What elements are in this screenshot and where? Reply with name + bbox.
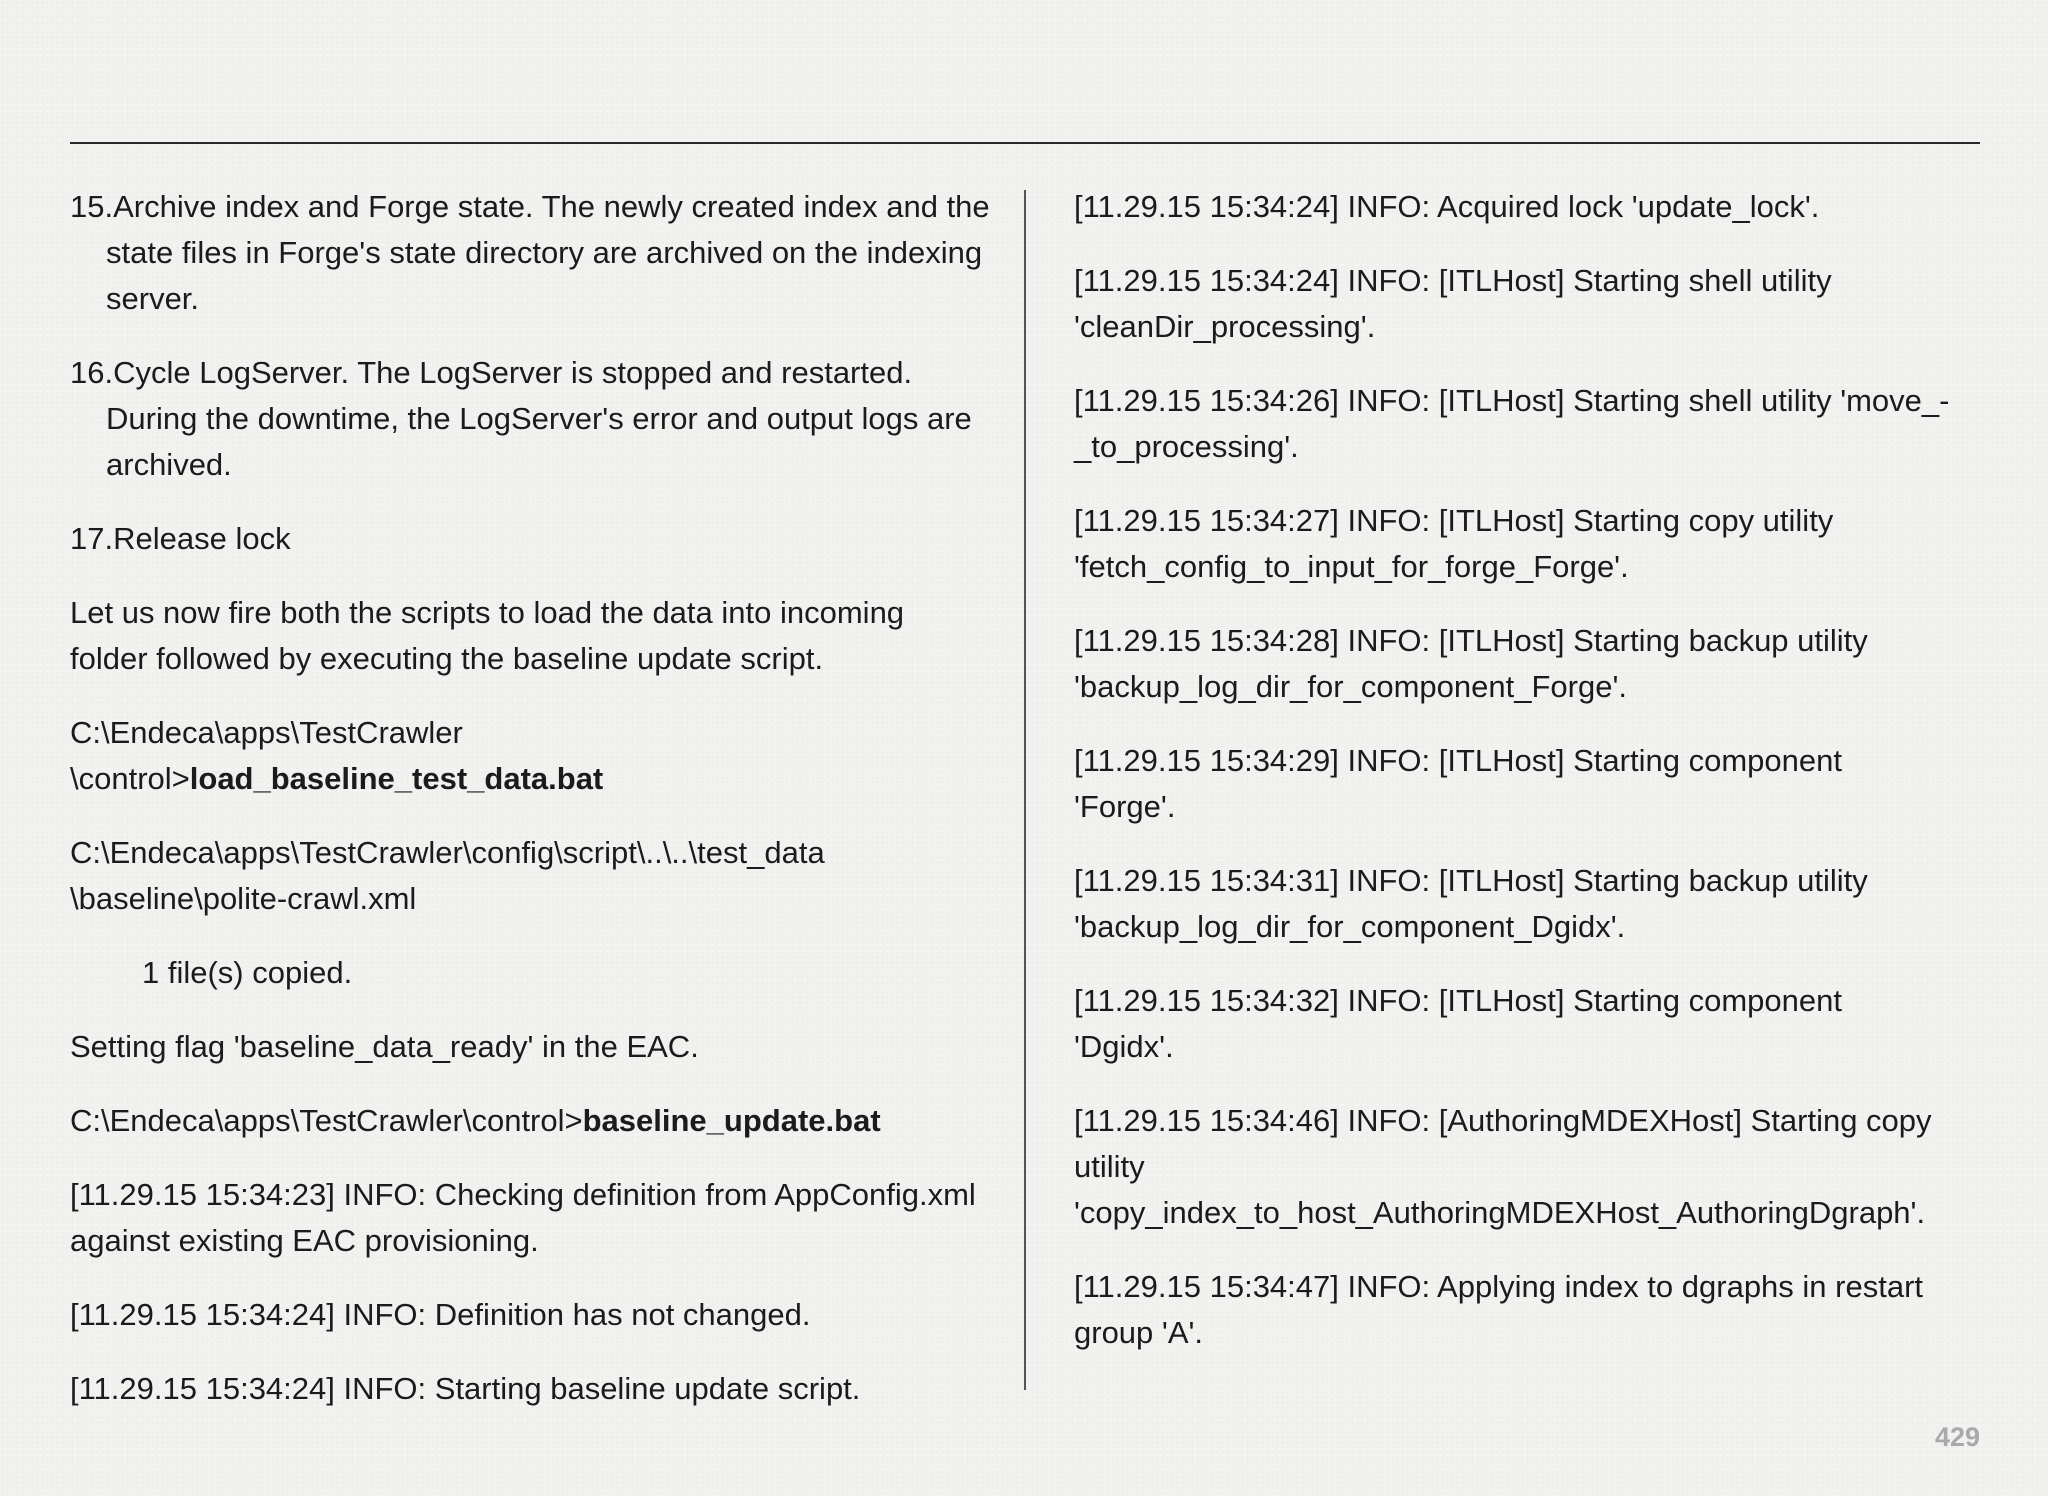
log-line — [1074, 378, 1984, 470]
log-line — [1074, 498, 1984, 590]
log-text: utility — [1074, 1149, 1145, 1184]
log-text: 'copy_index_to_host_AuthoringMDEXHost_AuthoringDgraph'. — [1074, 1195, 1926, 1230]
copy-path-line-1: C:\Endeca\apps\TestCrawler\config\script\..\..\test_data — [70, 835, 825, 870]
log-text: [11.29.15 15:34:26] INFO: [ITLHost] Starting shell utility 'move_- — [1074, 383, 1950, 418]
baseline-command-prompt: C:\Endeca\apps\TestCrawler\control> — [70, 1103, 583, 1138]
log-line — [1074, 858, 1984, 950]
log-line — [1074, 738, 1984, 830]
copy-path-line-2: \baseline\polite-crawl.xml — [70, 881, 417, 916]
log-line — [1074, 618, 1984, 710]
log-text: 'backup_log_dir_for_component_Forge'. — [1074, 669, 1627, 704]
log-line — [1074, 978, 1984, 1070]
load-command-name: load_baseline_test_data.bat — [189, 761, 604, 796]
load-command-prompt-2: \control> — [70, 761, 190, 796]
log-text: [11.29.15 15:34:32] INFO: [ITLHost] Starting component — [1074, 983, 1842, 1018]
step-15: 15.Archive index and Forge state. The newly created index and the state files in Forge's state directory are archived on the indexing server. — [70, 189, 990, 316]
column-divider — [1024, 190, 1026, 1390]
log-text: [11.29.15 15:34:27] INFO: [ITLHost] Starting copy utility — [1074, 503, 1834, 538]
log-text: 'Dgidx'. — [1074, 1029, 1174, 1064]
flag-message: Setting flag 'baseline_data_ready' in the EAC. — [70, 1029, 699, 1064]
log-text: [11.29.15 15:34:28] INFO: [ITLHost] Starting backup utility — [1074, 623, 1868, 658]
log-line: [11.29.15 15:34:24] INFO: Starting baseline update script. — [70, 1371, 861, 1406]
top-rule — [70, 142, 1980, 144]
log-text: 'fetch_config_to_input_for_forge_Forge'. — [1074, 549, 1629, 584]
log-text: [11.29.15 15:34:31] INFO: [ITLHost] Starting backup utility — [1074, 863, 1868, 898]
load-command — [70, 710, 990, 802]
log-text: _to_processing'. — [1074, 429, 1299, 464]
files-copied: 1 file(s) copied. — [142, 955, 353, 990]
log-text: [11.29.15 15:34:29] INFO: [ITLHost] Starting component — [1074, 743, 1842, 778]
log-text: [11.29.15 15:34:46] INFO: [AuthoringMDEXHost] Starting copy — [1074, 1103, 1932, 1138]
log-text: 'backup_log_dir_for_component_Dgidx'. — [1074, 909, 1626, 944]
intro-paragraph: Let us now fire both the scripts to load the data into incoming folder followed by executing the baseline update script. — [70, 595, 905, 676]
baseline-command-name: baseline_update.bat — [582, 1103, 881, 1138]
step-17: 17.Release lock — [70, 521, 291, 556]
load-command-prompt-1: C:\Endeca\apps\TestCrawler — [70, 715, 463, 750]
right-column — [1074, 184, 1984, 1384]
log-line: [11.29.15 15:34:24] INFO: Acquired lock 'update_lock'. — [1074, 189, 1820, 224]
page-number: 429 — [1934, 1422, 1980, 1452]
copy-path — [70, 830, 990, 922]
log-text: [11.29.15 15:34:24] INFO: [ITLHost] Starting shell utility — [1074, 263, 1832, 298]
log-line — [1074, 258, 1984, 350]
log-text: 'cleanDir_processing'. — [1074, 309, 1376, 344]
log-line: [11.29.15 15:34:47] INFO: Applying index to dgraphs in restart group 'A'. — [1074, 1269, 1924, 1350]
left-column — [70, 184, 990, 1440]
log-line: [11.29.15 15:34:24] INFO: Definition has not changed. — [70, 1297, 811, 1332]
step-16: 16.Cycle LogServer. The LogServer is stopped and restarted. During the downtime, the LogServer's error and output logs are archived. — [70, 355, 972, 482]
log-line: [11.29.15 15:34:23] INFO: Checking definition from AppConfig.xml against existing EAC provisioning. — [70, 1177, 976, 1258]
log-text: 'Forge'. — [1074, 789, 1176, 824]
baseline-command — [70, 1098, 990, 1144]
log-line — [1074, 1098, 1984, 1236]
